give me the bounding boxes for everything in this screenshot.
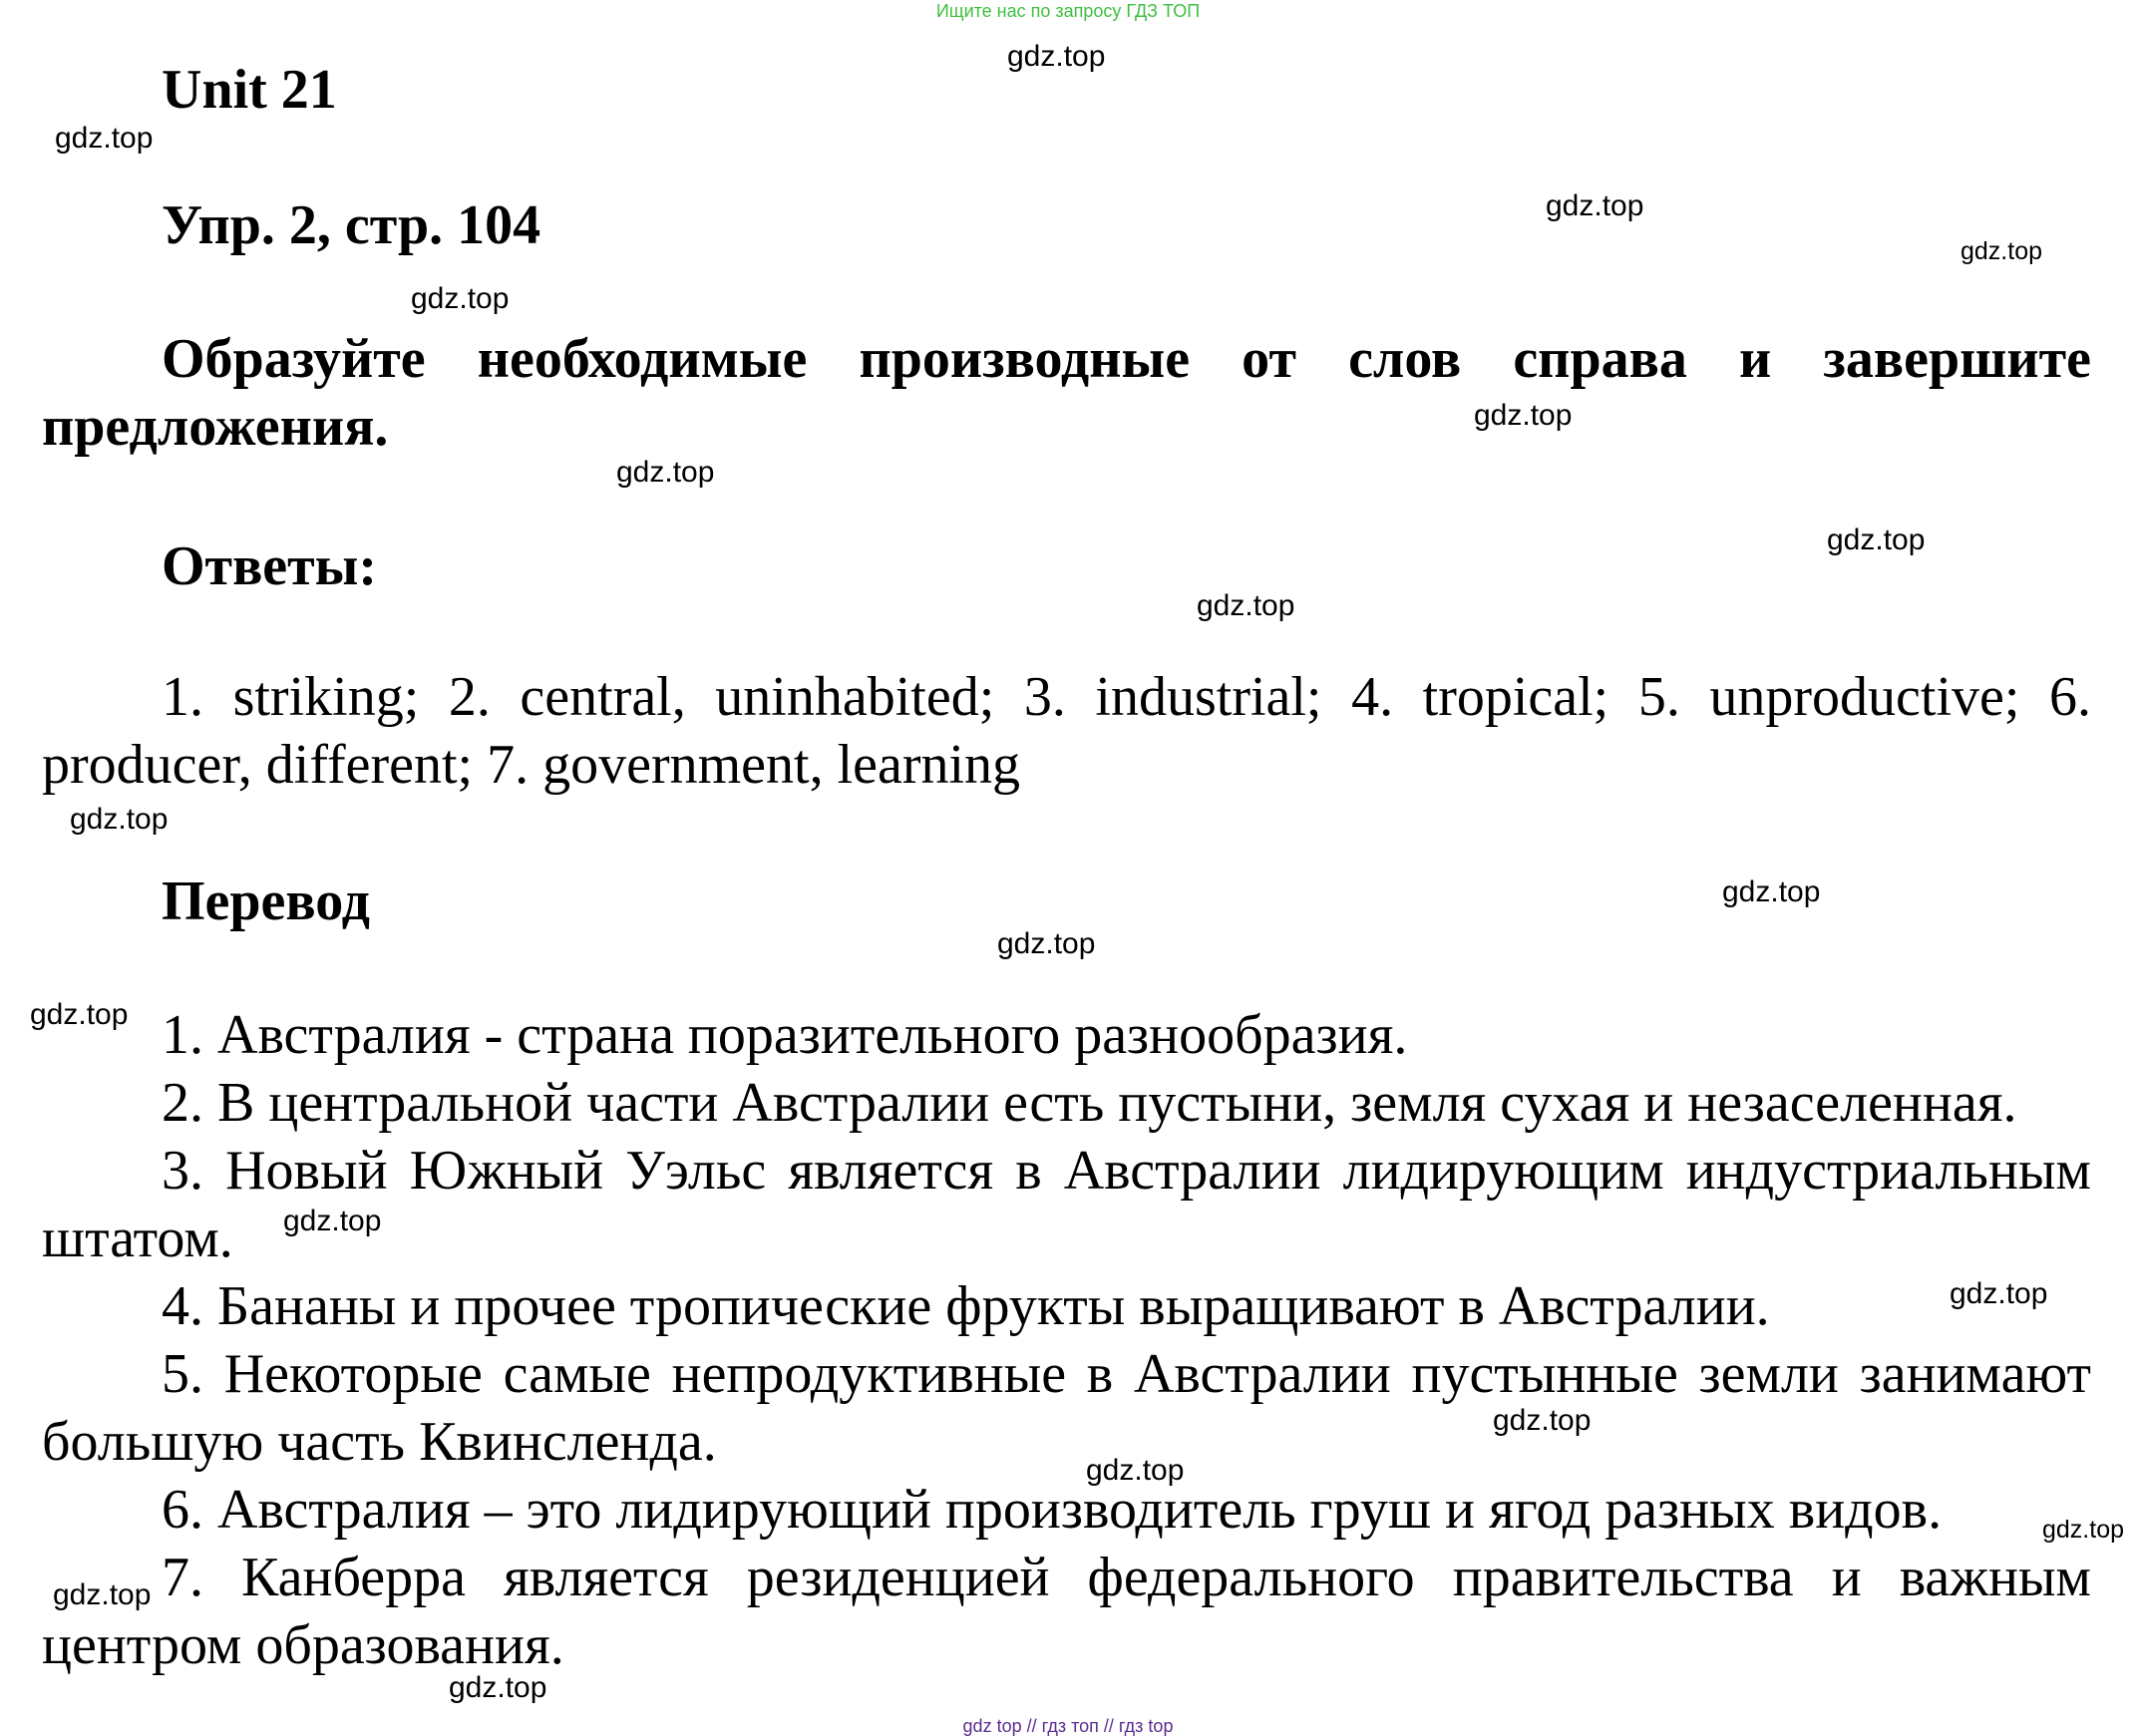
watermark: gdz.top xyxy=(1546,189,1644,222)
translation-item-4: 4. Бананы и прочее тропические фрукты выращивают в Австралии. xyxy=(162,1275,1770,1337)
watermark: gdz.top xyxy=(1950,1277,2048,1310)
watermark: gdz.top xyxy=(70,803,169,836)
answers-text: 1. striking; 2. central, uninhabited; 3. industrial; 4. tropical; 5. unproductive; 6. producer, different; 7. government, learning xyxy=(42,666,2091,796)
exercise-title: Упр. 2, стр. 104 xyxy=(162,194,541,256)
translation-item-2: 2. В центральной части Австралии есть пустыни, земля сухая и незаселенная. xyxy=(162,1072,2017,1134)
top-search-note: Ищите нас по запросу ГДЗ ТОП xyxy=(935,1,1201,21)
unit-title: Unit 21 xyxy=(162,59,337,121)
watermark: gdz.top xyxy=(616,456,715,489)
task-instruction: Образуйте необходимые производные от слов справа и завершите предложения. xyxy=(42,328,2091,458)
watermark: gdz.top xyxy=(55,122,154,155)
translation-heading: Перевод xyxy=(162,870,370,932)
watermark: gdz.top xyxy=(997,927,1096,960)
translation-item-7: 7. Канберра является резиденцией федерального правительства и важным центром образования. xyxy=(42,1547,2091,1676)
watermark: gdz.top xyxy=(1197,589,1295,622)
watermark: gdz.top xyxy=(1007,40,1106,73)
footer-note: gdz top // гдз топ // гдз top xyxy=(962,1716,1174,1736)
watermark: gdz.top xyxy=(449,1671,547,1704)
watermark: gdz.top xyxy=(2042,1516,2125,1544)
watermark: gdz.top xyxy=(283,1205,382,1237)
watermark: gdz.top xyxy=(1827,523,1926,556)
watermark: gdz.top xyxy=(1474,399,1573,432)
watermark: gdz.top xyxy=(1722,875,1821,908)
watermark: gdz.top xyxy=(1493,1404,1592,1437)
translation-item-1: 1. Австралия - страна поразительного разнообразия. xyxy=(162,1004,1408,1066)
answers-heading: Ответы: xyxy=(162,535,378,597)
translation-item-5: 5. Некоторые самые непродуктивные в Австралии пустынные земли занимают большую часть Квинсленда. xyxy=(42,1343,2091,1473)
watermark: gdz.top xyxy=(53,1578,152,1611)
watermark: gdz.top xyxy=(1086,1454,1185,1487)
watermark: gdz.top xyxy=(30,998,129,1031)
translation-item-6: 6. Австралия – это лидирующий производитель груш и ягод разных видов. xyxy=(162,1479,1943,1541)
translation-item-3: 3. Новый Южный Уэльс является в Австралии лидирующим индустриальным штатом. xyxy=(42,1140,2091,1269)
watermark: gdz.top xyxy=(411,282,510,315)
watermark: gdz.top xyxy=(1960,237,2043,265)
